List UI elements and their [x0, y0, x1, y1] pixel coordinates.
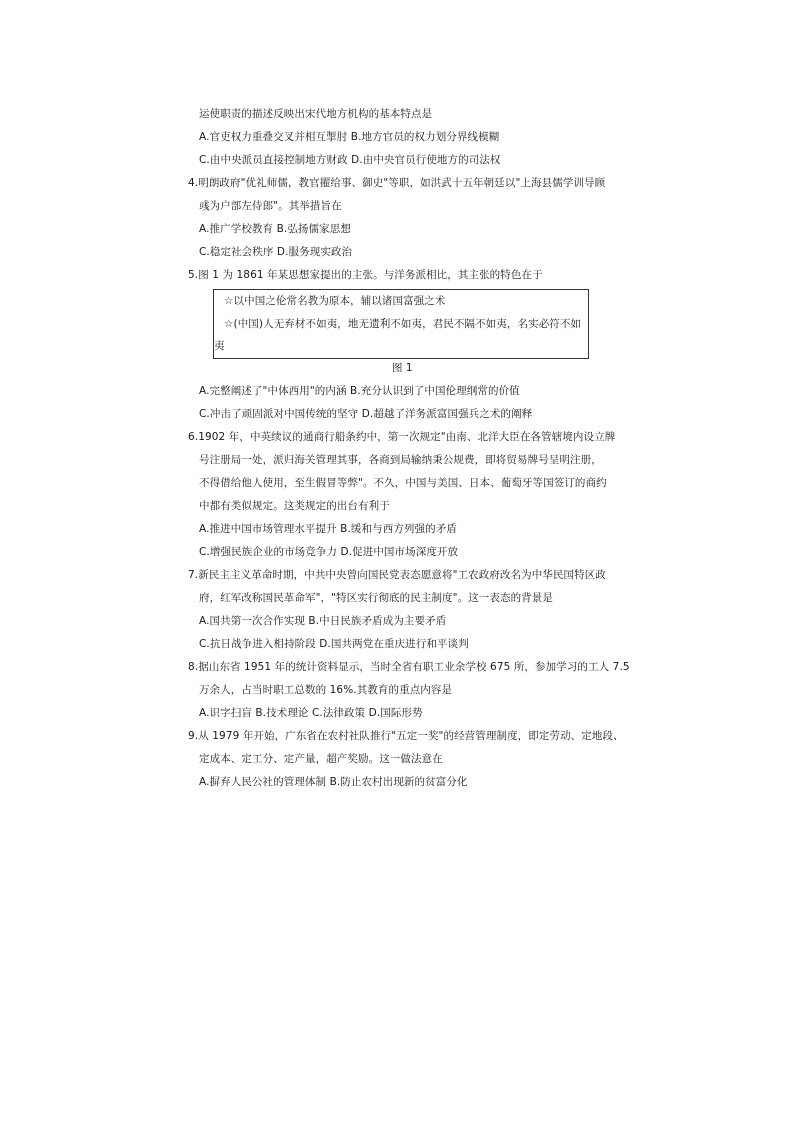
text-line: 不得借给他人使用，至生假冒等弊"。不久，中国与美国、日本、葡萄牙等国签订的商约 — [199, 477, 607, 489]
option-line: A.推进中国市场管理水平提升 B.缓和与西方列强的矛盾 — [199, 523, 457, 535]
figure-line: ☆以中国之伦常名教为原本，辅以诸国富强之术 — [224, 295, 446, 307]
option-line: A.官吏权力重叠交叉并相互掣肘 B.地方官员的权力划分界线模糊 — [199, 131, 500, 143]
option-line: C.由中央派员直接控制地方财政 D.由中央官员行使地方的司法权 — [199, 154, 501, 166]
question-6: 6.1902 年，中英续议的通商行船条约中，第一次规定"由南、北洋大臣在各管辖境内设立牌 — [188, 431, 616, 443]
option-line: A.国共第一次合作实现 B.中日民族矛盾成为主要矛盾 — [199, 615, 447, 627]
question-8: 8.据山东省 1951 年的统计资料显示，当时全省有职工业余学校 675 所，参加学习的工人 7.5 — [188, 661, 630, 673]
text-line: 彧为户部左侍郎"。其举措旨在 — [199, 200, 342, 212]
question-4: 4.明朗政府"优礼师儒，教官擢给事、御史"等职，如洪武十五年朝廷以"上海县儒学训导顾 — [188, 177, 606, 189]
option-line: A.推广学校教育 B.弘扬儒家思想 — [199, 223, 351, 235]
option-line: A.识字扫盲 B.技术理论 C.法律政策 D.国际形势 — [199, 707, 423, 719]
question-9: 9.从 1979 年开始，广东省在农村社队推行"五定一奖"的经营管理制度，即定劳动、定地段、 — [188, 730, 624, 742]
option-line: C.稳定社会秩序 D.服务现实政治 — [199, 246, 353, 258]
text-line: 定成本、定工分、定产量，超产奖励。这一做法意在 — [199, 753, 443, 765]
option-line: C.冲击了顽固派对中国传统的坚守 D.超越了洋务派富国强兵之术的阐释 — [199, 408, 533, 420]
text-line: 运使职责的描述反映出宋代地方机构的基本特点是 — [199, 108, 433, 120]
option-line: A.完整阐述了"中体西用"的内涵 B.充分认识到了中国伦理纲常的价值 — [199, 385, 520, 397]
figure-caption: 图 1 — [392, 362, 413, 374]
figure-line: ☆(中国)人无弃材不如夷，地无遗利不如夷，君民不隔不如夷，名实必符不如 — [224, 318, 582, 330]
question-5: 5.图 1 为 1861 年某思想家提出的主张。与洋务派相比，其主张的特色在于 — [188, 269, 543, 281]
option-line: A.摒弃人民公社的管理体制 B.防止农村出现新的贫富分化 — [199, 776, 468, 788]
figure-line: 夷 — [214, 340, 225, 352]
text-line: 万余人，占当时职工总数的 16%.其教育的重点内容是 — [199, 684, 453, 696]
text-line: 中都有类似规定。这类规定的出台有利于 — [199, 500, 390, 512]
text-line: 号注册局一处，派归海关管理其事，各商到局输纳秉公规费，即将贸易牌号呈明注册， — [199, 454, 602, 466]
figure-1-box — [213, 289, 589, 359]
question-7: 7.新民主主义革命时期，中共中央曾向国民党表态愿意将"工农政府改名为中华民国特区政 — [188, 569, 606, 581]
option-line: C.抗日战争进入相持阶段 D.国共两党在重庆进行和平谈判 — [199, 638, 469, 650]
option-line: C.增强民族企业的市场竞争力 D.促进中国市场深度开放 — [199, 546, 459, 558]
text-line: 府，红军改称国民革命军"，"特区实行彻底的民主制度"。这一表态的背景是 — [199, 592, 553, 604]
